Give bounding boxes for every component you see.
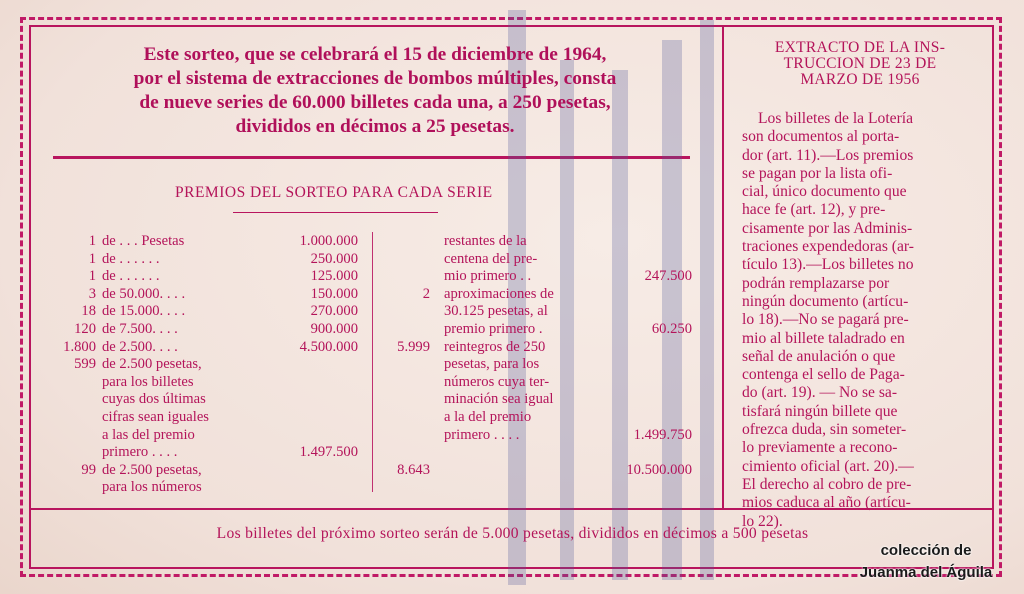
prize-amount: 900.000 <box>310 321 358 337</box>
prize-amount: 247.500 <box>644 268 692 285</box>
prize-desc: de 2.500 pesetas, <box>102 461 202 478</box>
prize-desc: de 2.500 pesetas, <box>102 356 202 373</box>
extract-body-line: cial, único documento que <box>742 183 907 201</box>
prize-qty: 99 <box>81 461 96 478</box>
prize-desc: restantes de la <box>444 233 527 249</box>
prize-desc: de 15.000. . . . <box>102 303 186 320</box>
extract-body-line: señal de anulación o que <box>742 347 896 365</box>
stamp-ink-band <box>612 70 628 580</box>
prize-qty: 599 <box>74 356 96 373</box>
extract-body-line: lo 18).—No se pagará pre- <box>742 311 909 329</box>
prize-desc: minación sea igual <box>444 391 554 408</box>
prize-desc: pesetas, para los <box>444 356 540 373</box>
draw-description <box>50 43 700 139</box>
extract-body-line: cisamente por las Adminis- <box>742 219 913 237</box>
prize-qty: 1.800 <box>63 338 96 355</box>
extract-body-line: cimiento oficial (art. 20).— <box>742 457 914 475</box>
extract-body-line: contenga el sello de Paga- <box>742 366 905 384</box>
extract-title-line: EXTRACTO DE LA INS- <box>774 39 946 56</box>
prize-amount: 125.000 <box>310 268 358 285</box>
intro-line: de nueve series de 60.000 billetes cada una, a 250 pesetas, <box>139 92 611 113</box>
prize-qty: 3 <box>88 285 96 302</box>
extract-body-line: Los billetes de la Lotería <box>758 110 914 127</box>
prize-qty: 8.643 <box>397 461 430 478</box>
extract-body-line: mio al billete taladrado en <box>742 329 905 347</box>
prize-desc: primero . . . . <box>444 426 520 443</box>
prize-amount: 250.000 <box>310 250 358 267</box>
prize-amount: 4.500.000 <box>299 338 358 355</box>
watermark-line: colección de <box>880 542 972 559</box>
prize-amount: 1.497.500 <box>299 444 358 461</box>
prize-desc: premio primero . <box>444 321 543 337</box>
intro-rule <box>53 156 690 159</box>
prize-desc: de . . . . . . <box>102 250 160 267</box>
prize-desc: mio primero . . <box>444 268 532 285</box>
next-draw-notice: Los billetes del próximo sorteo serán de 5.000 pesetas, divididos en décimos a 500 pesetas <box>216 525 809 542</box>
prize-desc: a la del premio <box>444 409 532 425</box>
stamp-ink-band <box>700 20 714 580</box>
prize-desc: de 50.000. . . . <box>102 285 186 302</box>
prize-qty: 18 <box>81 303 96 320</box>
prizes-column-divider <box>372 232 373 492</box>
prize-qty: 5.999 <box>397 338 430 355</box>
extract-title-line: TRUCCION DE 23 DE <box>783 55 937 72</box>
prize-amount: 270.000 <box>310 303 358 320</box>
prize-qty: 1 <box>88 250 96 267</box>
intro-line: Este sorteo, que se celebrará el 15 de diciembre de 1964, <box>143 44 607 65</box>
prize-desc: cuyas dos últimas <box>102 391 206 408</box>
prize-qty: 1 <box>88 233 96 249</box>
collection-watermark <box>836 540 1016 584</box>
extract-body <box>742 110 982 531</box>
extract-body-line: ofrezca duda, sin someter- <box>742 421 907 439</box>
intro-line: por el sistema de extracciones de bombos múltiples, consta <box>133 68 617 89</box>
prize-desc: cifras sean iguales <box>102 409 209 425</box>
extract-body-line: ningún documento (artícu- <box>742 292 909 310</box>
prize-qty: 2 <box>422 285 430 302</box>
prize-desc: aproximaciones de <box>444 285 554 302</box>
extract-body-line: lo 22). <box>742 512 783 530</box>
prize-amount: 1.000.000 <box>299 233 358 249</box>
prize-desc: para los billetes <box>102 373 194 390</box>
prize-amount: 150.000 <box>310 285 358 302</box>
extract-body-line: son documentos al porta- <box>742 128 900 146</box>
prize-amount: 10.500.000 <box>626 461 692 478</box>
extract-body-line: do (art. 19). — No se sa- <box>742 384 898 402</box>
prize-desc: de 7.500. . . . <box>102 321 178 337</box>
prize-desc: de 2.500. . . . <box>102 338 178 355</box>
prize-qty: 120 <box>74 321 96 337</box>
extract-title <box>735 40 985 88</box>
extract-body-line: mios caduca al año (artícu- <box>742 494 911 512</box>
prize-desc: primero . . . . <box>102 444 178 461</box>
prize-amount: 60.250 <box>651 321 692 337</box>
extract-body-line: tisfará ningún billete que <box>742 402 898 420</box>
extract-title-line: MARZO DE 1956 <box>800 71 920 88</box>
extract-body-line: tículo 13).—Los billetes no <box>742 256 914 274</box>
prize-desc: centena del pre- <box>444 250 538 267</box>
prizes-title: PREMIOS DEL SORTEO PARA CADA SERIE <box>175 184 493 201</box>
extract-body-line: podrán remplazarse por <box>742 274 890 292</box>
watermark-line: Juanma del Águila <box>859 564 993 581</box>
prize-desc: 30.125 pesetas, al <box>444 303 548 320</box>
intro-line: divididos en décimos a 25 pesetas. <box>235 116 515 137</box>
column-divider <box>722 25 724 508</box>
prize-desc: a las del premio <box>102 426 195 443</box>
extract-body-line: dor (art. 11).—Los premios <box>742 146 914 164</box>
extract-body-line: hace fe (art. 12), y pre- <box>742 201 886 219</box>
prize-desc: para los números <box>102 479 202 496</box>
extract-body-line: se pagan por la lista ofi- <box>742 164 893 182</box>
extract-body-line: traciones expendedoras (ar- <box>742 238 914 256</box>
prize-desc: números cuya ter- <box>444 373 550 390</box>
prizes-title-rule <box>233 212 438 213</box>
prize-desc: reintegros de 250 <box>444 338 546 355</box>
prize-qty: 1 <box>88 268 96 285</box>
extract-body-line: El derecho al cobro de pre- <box>742 475 912 493</box>
prize-amount: 1.499.750 <box>633 426 692 443</box>
prize-desc: de . . . . . . <box>102 268 160 285</box>
extract-body-line: lo previamente a recono- <box>742 439 898 457</box>
prize-desc: de . . . Pesetas <box>102 233 185 249</box>
